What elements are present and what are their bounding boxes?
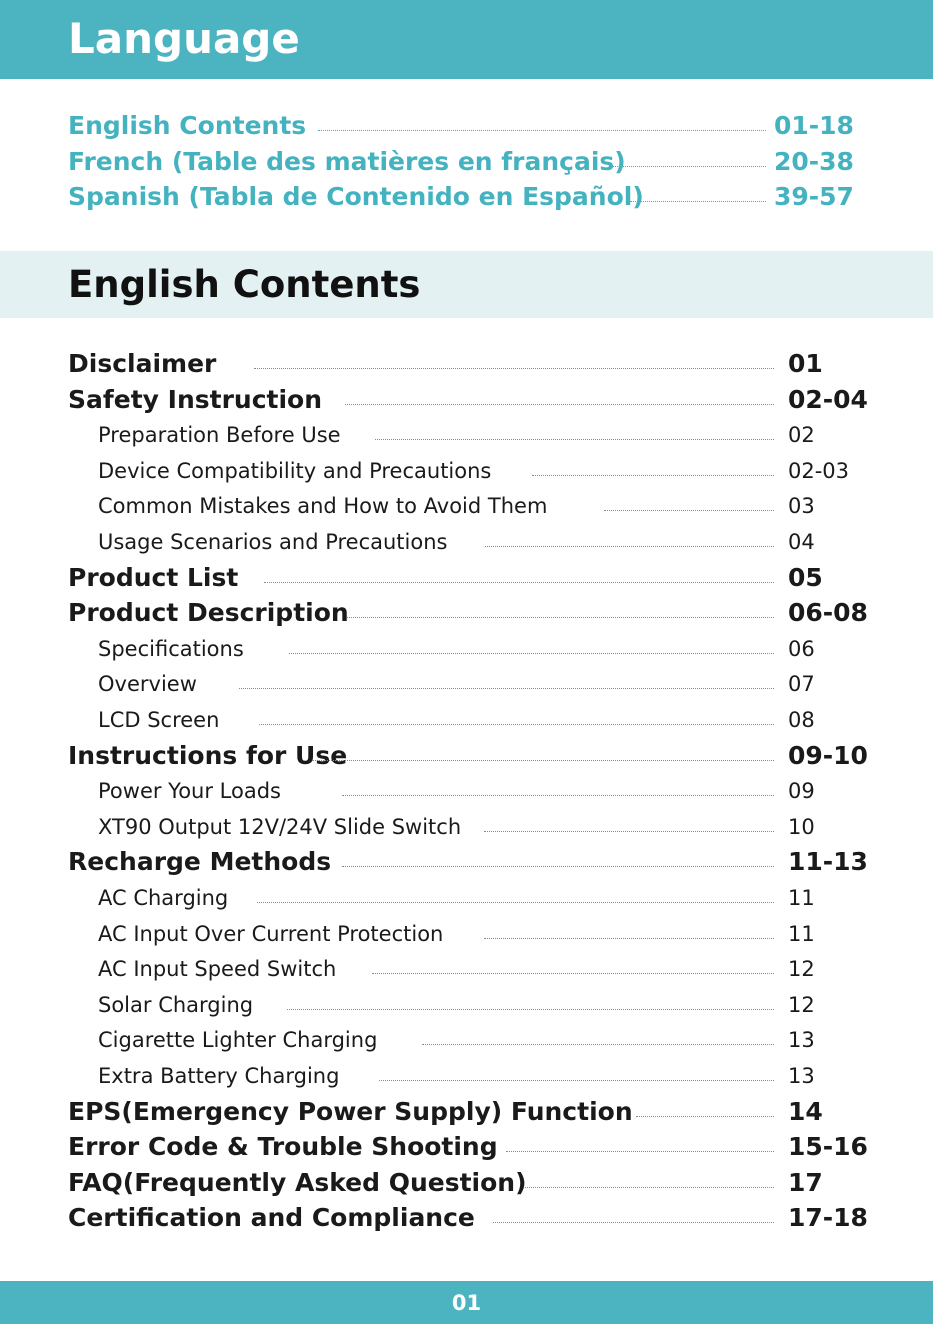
language-label: Spanish (Tabla de Contenido en Español) bbox=[68, 182, 644, 211]
toc-entry-pages: 10 bbox=[788, 814, 815, 839]
language-entry[interactable] bbox=[68, 144, 854, 180]
dot-leader bbox=[287, 987, 774, 1010]
toc-entry-label: Disclaimer bbox=[68, 349, 217, 378]
dot-leader bbox=[525, 1165, 774, 1188]
toc-entry-pages: 02-04 bbox=[788, 384, 868, 414]
toc-entry-label: AC Input Speed Switch bbox=[98, 957, 337, 982]
toc-entry-label: Specifications bbox=[98, 636, 244, 661]
toc-entry-pages: 06-08 bbox=[788, 598, 868, 628]
toc-section-entry[interactable] bbox=[68, 738, 868, 773]
toc-entry-label: LCD Screen bbox=[98, 708, 220, 732]
toc-entry-pages: 11-13 bbox=[788, 847, 868, 877]
toc-entry-label: Preparation Before Use bbox=[98, 423, 341, 448]
toc-subsection-entry[interactable] bbox=[68, 951, 858, 986]
dot-leader bbox=[259, 702, 774, 725]
toc-subsection-entry[interactable] bbox=[68, 524, 858, 559]
toc-section-entry[interactable] bbox=[68, 1200, 868, 1235]
toc-subsection-entry[interactable] bbox=[68, 987, 858, 1022]
language-pages: 39-57 bbox=[774, 182, 854, 211]
toc-entry-label: AC Input Over Current Protection bbox=[98, 921, 444, 946]
toc-entry-pages: 08 bbox=[788, 708, 815, 732]
dot-leader bbox=[636, 1094, 774, 1117]
toc-section-entry[interactable] bbox=[68, 844, 868, 879]
toc-section-entry[interactable] bbox=[68, 1165, 858, 1200]
toc-entry-pages: 12 bbox=[788, 957, 815, 982]
dot-leader bbox=[318, 108, 766, 131]
dot-leader bbox=[375, 417, 774, 440]
toc-entry-label: Common Mistakes and How to Avoid Them bbox=[98, 494, 548, 519]
toc-entry-pages: 01 bbox=[788, 349, 823, 378]
dot-leader bbox=[289, 631, 774, 654]
language-label: French (Table des matières en français) bbox=[68, 147, 626, 176]
language-entry[interactable] bbox=[68, 108, 854, 144]
toc-section-entry[interactable] bbox=[68, 382, 868, 417]
toc-subsection-entry[interactable] bbox=[68, 880, 858, 915]
toc-section-entry[interactable] bbox=[68, 1094, 858, 1129]
toc-entry-pages: 06 bbox=[788, 636, 815, 661]
dot-leader bbox=[342, 844, 774, 867]
toc-entry-label: Device Compatibility and Precautions bbox=[98, 458, 492, 483]
toc-subsection-entry[interactable] bbox=[68, 809, 858, 844]
toc-entry-pages: 12 bbox=[788, 992, 815, 1017]
toc-entry-label: Cigarette Lighter Charging bbox=[98, 1028, 378, 1053]
language-entry[interactable] bbox=[68, 179, 854, 215]
dot-leader bbox=[532, 453, 774, 476]
toc-entry-label: Overview bbox=[98, 672, 197, 697]
language-label: English Contents bbox=[68, 111, 307, 140]
page-number: 01 bbox=[451, 1291, 482, 1315]
section-band bbox=[0, 251, 933, 318]
toc-entry-label: Extra Battery Charging bbox=[98, 1064, 340, 1088]
toc-entry-pages: 09-10 bbox=[788, 740, 868, 770]
toc-entry-pages: 07 bbox=[788, 672, 815, 697]
toc-subsection-entry[interactable] bbox=[68, 916, 858, 951]
toc-entry-pages: 15-16 bbox=[788, 1132, 868, 1162]
toc-subsection-entry[interactable] bbox=[68, 702, 858, 737]
toc-entry-pages: 13 bbox=[788, 1064, 815, 1088]
toc-entry-label: Power Your Loads bbox=[98, 779, 281, 804]
dot-leader bbox=[484, 916, 774, 939]
page-footer bbox=[0, 1281, 933, 1324]
dot-leader bbox=[342, 773, 774, 796]
toc-entry-label: AC Charging bbox=[98, 886, 229, 910]
dot-leader bbox=[485, 524, 774, 547]
toc-entry-label: Error Code & Trouble Shooting bbox=[68, 1132, 498, 1162]
dot-leader bbox=[372, 951, 774, 974]
toc-entry-pages: 03 bbox=[788, 494, 815, 519]
toc-subsection-entry[interactable] bbox=[68, 631, 858, 666]
toc-entry-pages: 13 bbox=[788, 1028, 815, 1053]
toc-section-entry[interactable] bbox=[68, 595, 868, 630]
dot-leader bbox=[613, 144, 766, 167]
dot-leader bbox=[239, 666, 774, 689]
toc-subsection-entry[interactable] bbox=[68, 453, 858, 488]
toc-entry-label: Usage Scenarios and Precautions bbox=[98, 530, 448, 554]
toc-entry-pages: 11 bbox=[788, 921, 815, 946]
dot-leader bbox=[312, 738, 774, 761]
toc-entry-label: EPS(Emergency Power Supply) Function bbox=[68, 1096, 633, 1126]
dot-leader bbox=[345, 382, 774, 405]
toc-entry-label: Product List bbox=[68, 562, 239, 592]
toc-entry-label: Certification and Compliance bbox=[68, 1203, 475, 1233]
toc-subsection-entry[interactable] bbox=[68, 1022, 858, 1057]
toc-entry-pages: 17-18 bbox=[788, 1203, 868, 1233]
toc-entry-pages: 02-03 bbox=[788, 458, 850, 483]
toc-subsection-entry[interactable] bbox=[68, 488, 858, 523]
language-pages: 20-38 bbox=[774, 147, 854, 176]
toc-subsection-entry[interactable] bbox=[68, 773, 858, 808]
toc-section-entry[interactable] bbox=[68, 1129, 868, 1164]
toc-entry-pages: 04 bbox=[788, 530, 815, 554]
dot-leader bbox=[422, 1022, 774, 1045]
language-banner bbox=[0, 0, 933, 79]
toc-section-entry[interactable] bbox=[68, 346, 858, 381]
toc-subsection-entry[interactable] bbox=[68, 1058, 858, 1093]
toc-entry-pages: 05 bbox=[788, 562, 823, 592]
dot-leader bbox=[484, 809, 774, 832]
dot-leader bbox=[257, 880, 774, 903]
toc-entry-pages: 02 bbox=[788, 423, 815, 448]
language-pages: 01-18 bbox=[774, 111, 854, 140]
toc-subsection-entry[interactable] bbox=[68, 417, 858, 452]
dot-leader bbox=[604, 488, 774, 511]
toc-entry-label: XT90 Output 12V/24V Slide Switch bbox=[98, 814, 462, 839]
toc-entry-pages: 09 bbox=[788, 779, 815, 804]
toc-entry-label: Safety Instruction bbox=[68, 384, 323, 414]
dot-leader bbox=[506, 1129, 774, 1152]
dot-leader bbox=[347, 595, 774, 618]
toc-section-entry[interactable] bbox=[68, 560, 858, 595]
banner-title: Language bbox=[68, 14, 300, 63]
toc-entry-label: Instructions for Use bbox=[68, 740, 348, 770]
toc-entry-label: FAQ(Frequently Asked Question) bbox=[68, 1167, 527, 1197]
toc-entry-pages: 14 bbox=[788, 1096, 823, 1126]
toc-subsection-entry[interactable] bbox=[68, 666, 858, 701]
toc-entry-pages: 17 bbox=[788, 1167, 823, 1197]
section-title: English Contents bbox=[68, 263, 421, 306]
dot-leader bbox=[493, 1200, 774, 1223]
dot-leader bbox=[379, 1058, 774, 1081]
toc-entry-label: Solar Charging bbox=[98, 992, 254, 1017]
dot-leader bbox=[264, 560, 774, 583]
toc-entry-label: Recharge Methods bbox=[68, 847, 332, 877]
toc-entry-pages: 11 bbox=[788, 886, 815, 910]
dot-leader bbox=[630, 179, 766, 202]
dot-leader bbox=[254, 346, 774, 369]
toc-entry-label: Product Description bbox=[68, 598, 349, 628]
